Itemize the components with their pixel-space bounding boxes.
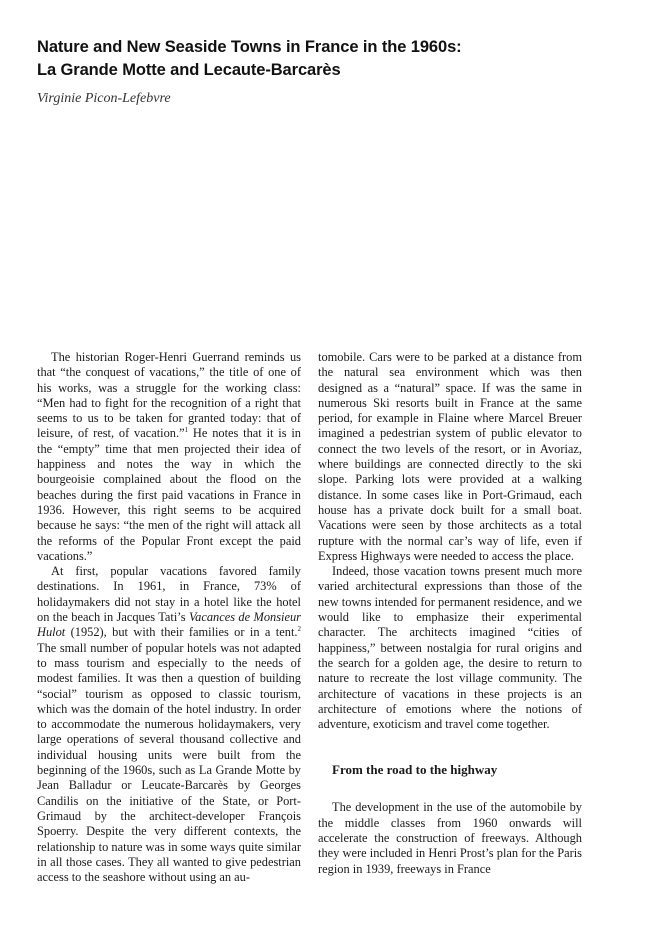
paragraph-guerrand-text-b: He notes that it is in the “empty” time that men projected their idea of happiness and notes the way in which the bourgeoisie complained about the flood on the beaches during the first paid vacations in France in 1936. However, this right seems to be acquired because he says: “the men of the right will attack all the reforms of the Popular Front except the paid vacations.” — [37, 426, 301, 563]
right-text-column — [318, 350, 582, 877]
footnote-ref-1[interactable]: 1 — [184, 426, 189, 435]
paragraph-automobile-continued: tomobile. Cars were to be parked at a distance from the natural sea environment which was then designed as a “natural” space. If was the same in numerous Ski resorts built in France at the same period, for example in Flaine where Marcel Breuer imagined a pedestrian system of public elevator to connect the two levels of the resort, or in Avoriaz, where buildings are connected directly to the ski slope. Parking lots were provided at a walking distance. In some cases like in Port-Grimaud, each house has a private dock built for a small boat. Vacations were seen by those architects as a total rupture with the normal car’s way of life, even if Express Highways were needed to access the place. — [318, 350, 582, 563]
article-title-line-1: Nature and New Seaside Towns in France in the 1960s: — [37, 38, 462, 56]
paragraph-popular-vacations-text-b: (1952), but with their families or in a tent. — [65, 625, 298, 640]
footnote-ref-2[interactable]: 2 — [297, 625, 301, 634]
paragraph-vacation-towns: Indeed, those vacation towns present much more varied architectural expressions than those of the new towns intended for permanent residence, and we would like to emphasize their experimental character. The architects imagined “cities of happiness,” between nostalgia for rural origins and the search for a golden age, the desire to return to nature to recreate the lost village community. The architecture of vacations in these projects is an architecture of emotions where the notions of adventure, exoticism and travel come together. — [318, 564, 582, 732]
paragraph-freeways: The development in the use of the automobile by the middle classes from 1960 onwards will accelerate the construction of freeways. Although they were included in Henri Prost’s plan for the Paris region in 1939, freeways in France — [318, 800, 582, 876]
paragraph-guerrand — [37, 350, 301, 564]
paragraph-popular-vacations-text-a: At first, popular vacations favored family destinations. In 1961, in France, 73% of holidaymakers did not stay in a hotel like the hotel on the beach in Jacques Tati’s — [37, 564, 301, 625]
section-heading: From the road to the highway — [332, 762, 498, 778]
author-name: Virginie Picon-Lefebvre — [37, 91, 171, 106]
article-title — [37, 36, 617, 82]
paragraph-guerrand-text-a: The historian Roger-Henri Guerrand reminds us that “the conquest of vacations,” the title of one of his works, was a struggle for the working class: “Men had to fight for the recognition of a right that seems to us to be taken for granted today: that of leisure, of rest, of vacation.” — [37, 350, 301, 441]
paragraph-popular-vacations — [37, 564, 301, 885]
film-title-hulot: Vacances de Monsieur Hulot — [37, 610, 301, 640]
paragraph-popular-vacations-text-c: The small number of popular hotels was not adapted to mass tourism and especially to the needs of modest families. It was then a question of building “social” tourism as opposed to classic tourism, which was the domain of the hotel industry. In order to accommodate the numerous holidaymakers, very large operations of several thousand collective and individual housing units were built from the beginning of the 1960s, such as La Grande Motte by Jean Balladur or Leucate-Barcarès by Georges Candilis on the initiative of the State, or Port-Grimaud by the architect-developer François Spoerry. Despite the very different contexts, the relationship to nature was in some ways quite similar in all those cases. They all wanted to give pedestrian access to the seashore without using an au- — [37, 640, 301, 885]
left-text-column — [37, 350, 301, 885]
article-title-line-2: La Grande Motte and Lecaute-Barcarès — [37, 61, 341, 79]
